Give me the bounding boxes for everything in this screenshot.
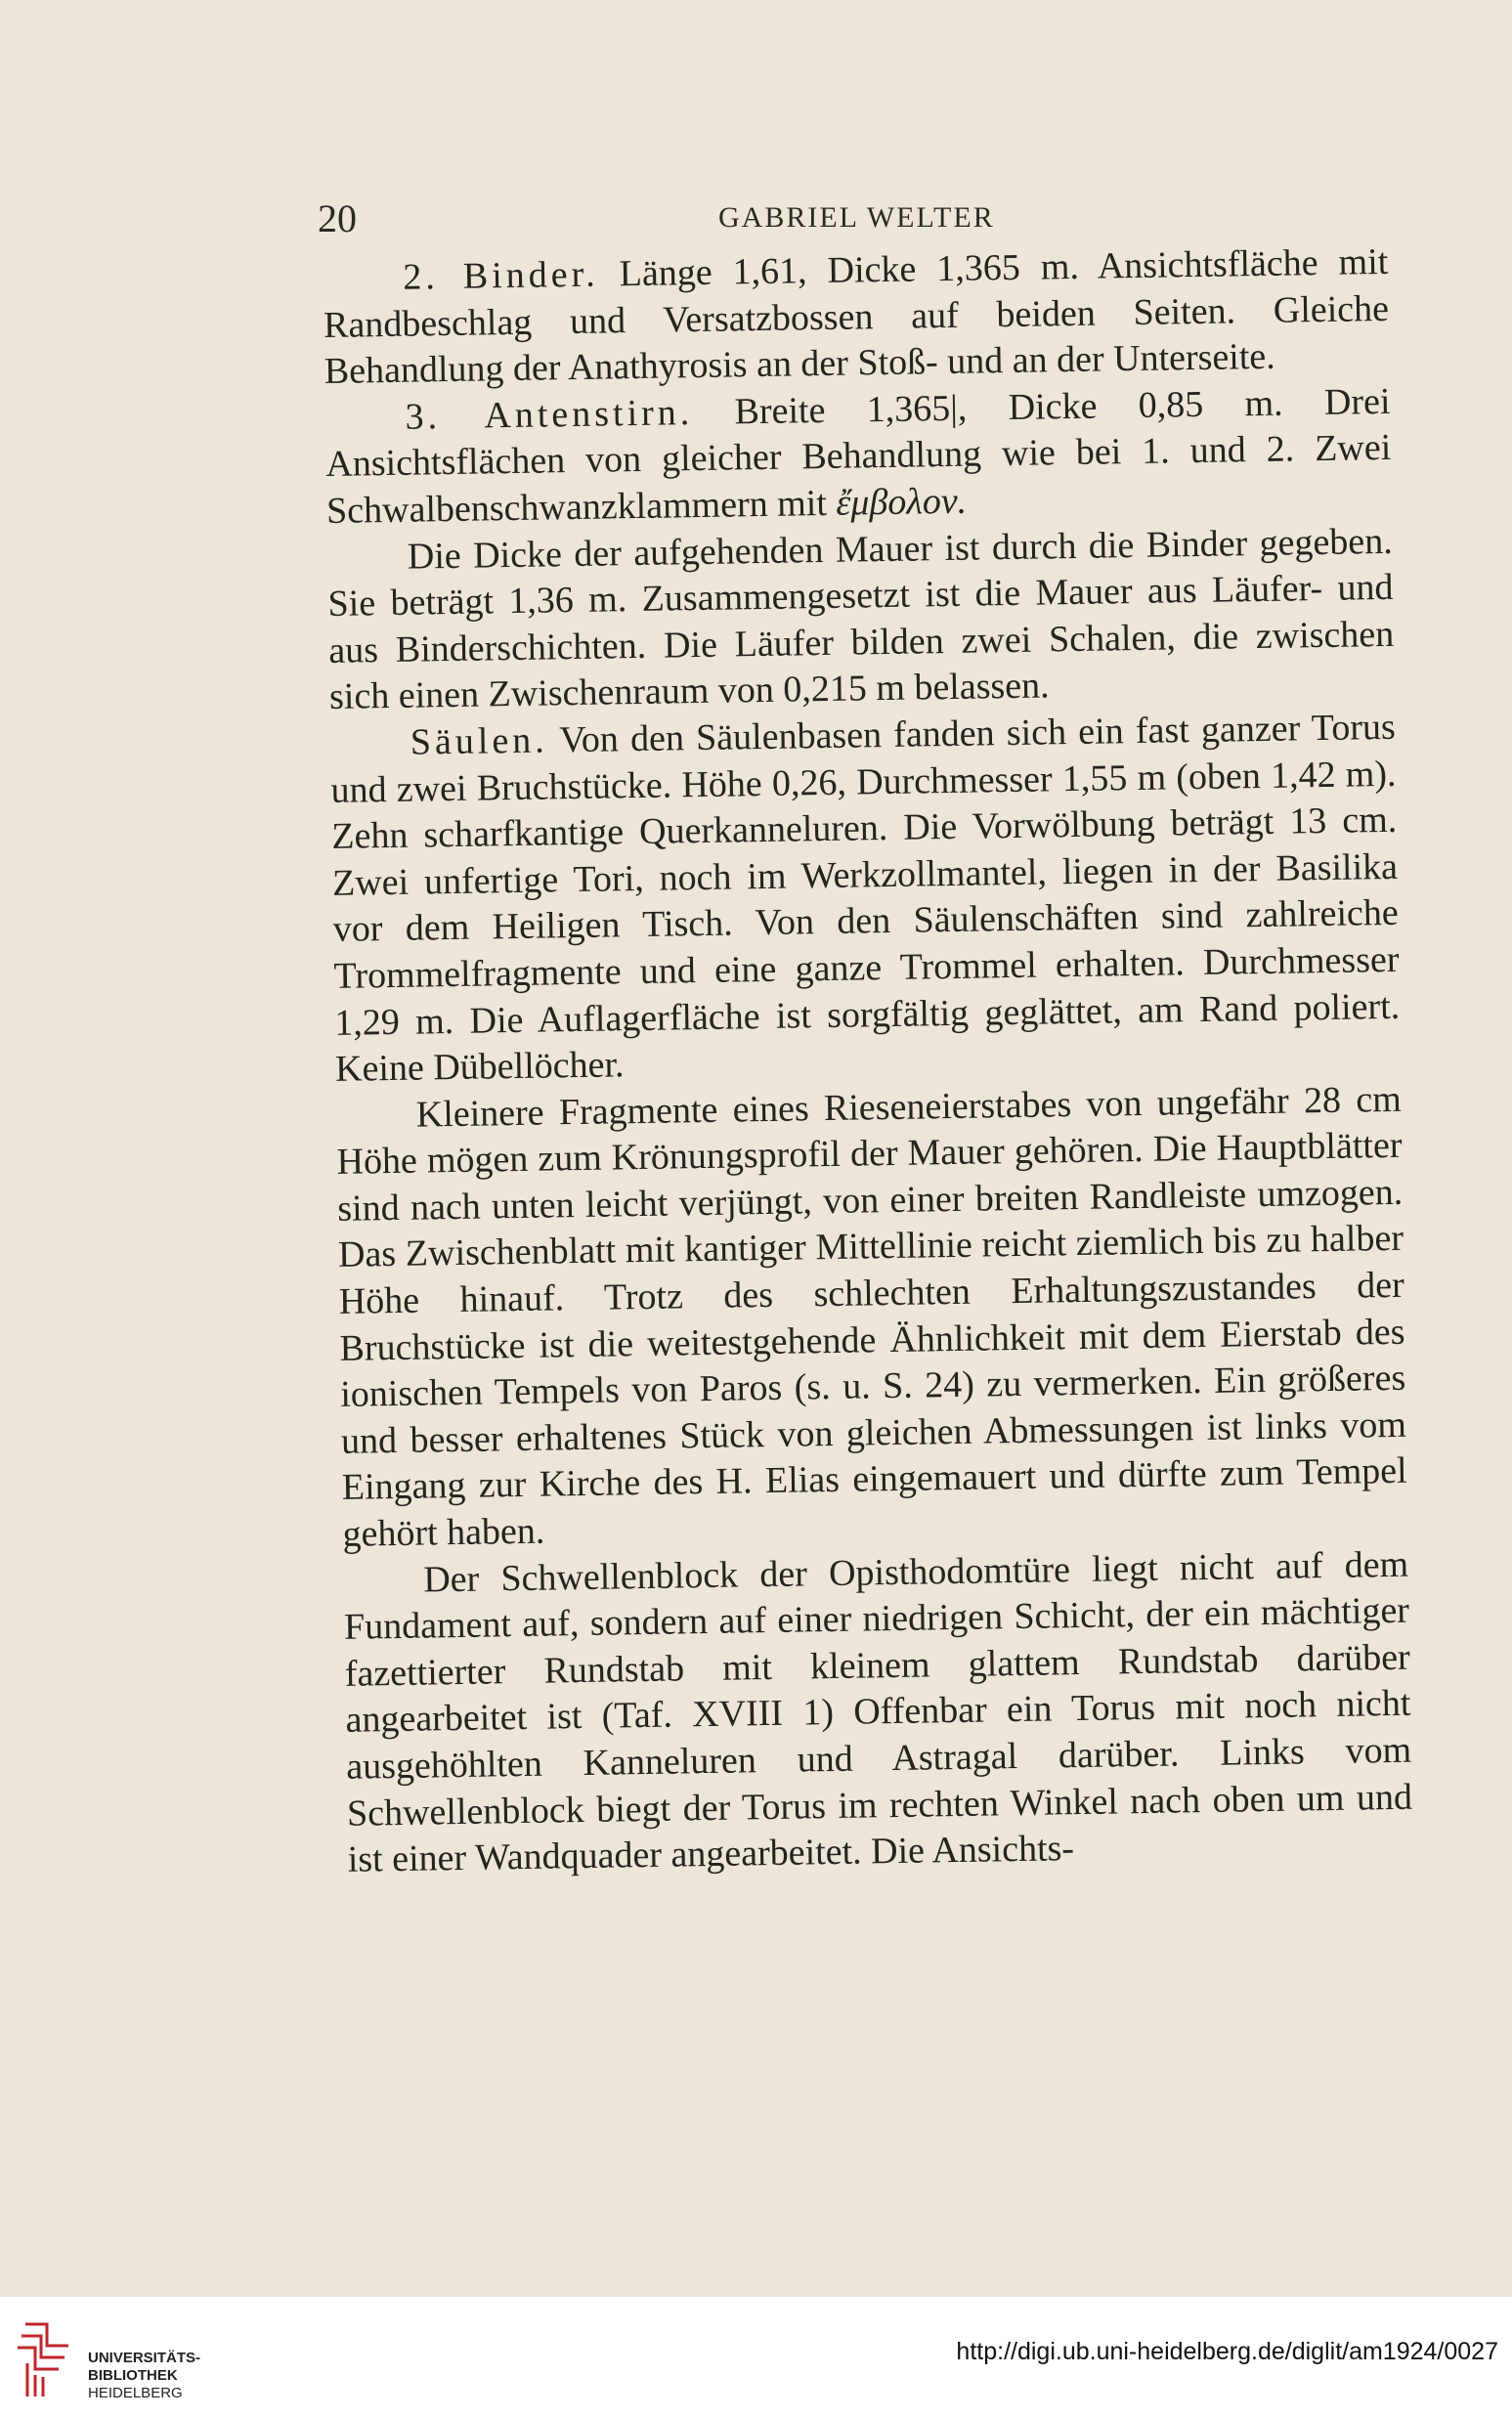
page-number: 20 [318, 196, 357, 240]
library-logo [14, 2316, 268, 2404]
running-head: GABRIEL WELTER [718, 201, 995, 234]
page-footer [0, 2297, 1512, 2418]
source-url: http://digi.ub.uni-heidelberg.de/diglit/am1924/0027 [956, 2338, 1498, 2365]
paragraph-antenstirn [324, 379, 1392, 536]
paragraph-text: Von den Säulenbasen fanden sich ein fast ganzer Torus und zwei Bruchstücke. Höhe 0,26, Durchmesser 1,55 m (oben 1,42 m). Zehn scharfkantige Querkanneluren. Die Vorwölbung beträgt 13 cm. Zwei unfertige Tori, noch im Werkzollmantel, liegen in der Basilika vor dem Heiligen Tisch. Von den Säulenschäften sind zahlreiche Trommelfragmente und eine ganze Trommel erhalten. Durchmesser 1,29 m. Die Auflagerfläche ist sorgfältig geglättet, am Rand poliert. Keine Dübellöcher. [330, 706, 1401, 1090]
body-text [323, 239, 1413, 1884]
paragraph-mauer [326, 518, 1395, 720]
paragraph-binder [323, 239, 1390, 396]
paragraph-lead: Säulen. [410, 719, 549, 763]
paragraph-text: Die Dicke der aufgehenden Mauer ist durch die Binder gegeben. Sie beträgt 1,36 m. Zusammengesetzt ist die Mauer aus Läufer- und aus Binderschichten. Die Läufer bilden zwei Schalen, die zwischen sich einen Zwischenraum von 0,215 m belassen. [327, 520, 1395, 718]
paragraph-text: Der Schwellenblock der Opisthodomtüre liegt nicht auf dem Fundament auf, sondern auf einer niedrigen Schicht, der ein mächtiger fazettierter Rundstab mit kleinem glattem Rundstab darüber angearbeitet ist (Taf. XVIII 1) Offenbar ein Torus mit noch nicht ausgehöhlten Kanneluren und Astragal darüber. Links vom Schwellenblock biegt der Torus im rechten Winkel nach oben um und ist einer Wandquader angearbeitet. Die Ansichts- [343, 1543, 1413, 1880]
paragraph-lead: 3. Antenstirn. [405, 391, 694, 438]
paragraph-saeulen [329, 705, 1401, 1094]
library-logo-icon [14, 2316, 84, 2400]
paragraph-text: Breite 1,365|, Dicke 0,85 m. Drei Ansichtsflächen von gleicher Behandlung wie bei 1. und 2. Zwei Schwalbenschwanzklammern mit [325, 380, 1392, 532]
paragraph-lead: 2. Binder. [403, 253, 600, 298]
paragraph-eierstab [335, 1076, 1407, 1558]
library-name: UNIVERSITÄTS- BIBLIOTHEK HEIDELBERG [88, 2350, 201, 2401]
greek-word: ἔμβολον. [836, 480, 968, 524]
paragraph-schwellenblock [343, 1541, 1413, 1883]
paragraph-text: Länge 1,61, Dicke 1,365 m. Ansichtsfläche mit Randbeschlag und Versatzbossen auf beiden Seiten. Gleiche Behandlung der Anathyrosis an der Stoß- und an der Unterseite. [323, 240, 1390, 393]
paragraph-text: Kleinere Fragmente eines Rieseneierstabes von ungefähr 28 cm Höhe mögen zum Krönungsprofil der Mauer gehören. Die Hauptblätter sind nach unten leicht verjüngt, von einer breiten Randleiste umzogen. Das Zwischenblatt mit kantiger Mittellinie reicht ziemlich bis zu halber Höhe hinauf. Trotz des schlechten Erhaltungszustandes der Bruchstücke ist die weitestgehende Ähnlichkeit mit dem Eierstab des ionischen Tempels von Paros (s. u. S. 24) zu vermerken. Ein größeres und besser erhaltenes Stück von gleichen Abmessungen ist links vom Eingang zur Kirche des H. Elias eingemauert und dürfte zum Tempel gehört haben. [336, 1078, 1407, 1555]
page-header [318, 195, 1373, 244]
